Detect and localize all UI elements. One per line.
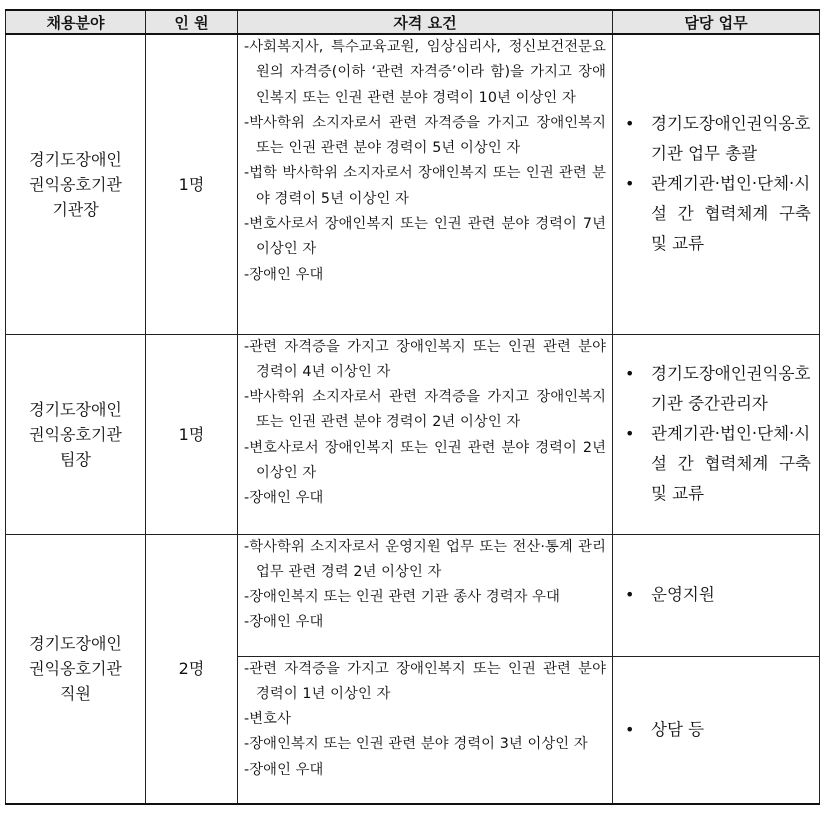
field-label: 경기도장애인 권익옹호기관 팀장 (29, 399, 122, 469)
header-duties: 담당 업무 (613, 10, 820, 34)
duties-cell (613, 34, 820, 334)
duty-item: • 관계기관·법인·단체·시설 간 협력체계 구축 및 교류 (621, 419, 811, 509)
requirements-cell (238, 34, 613, 334)
count-cell: 1명 (146, 34, 238, 334)
requirements-cell (238, 534, 613, 656)
field-label: 경기도장애인 권익옹호기관 직원 (29, 634, 122, 704)
duties-list (621, 359, 811, 509)
table-row (6, 534, 820, 656)
requirement-item: -장애인 우대 (244, 614, 324, 631)
count-cell: 2명 (146, 534, 238, 804)
bullet-icon: • (625, 364, 635, 383)
bullet-icon: • (625, 174, 635, 194)
recruitment-table (5, 9, 820, 805)
requirement-item: -장애인 우대 (244, 490, 324, 507)
duties-cell (613, 334, 820, 534)
duty-item: • 운영지원 (621, 580, 811, 610)
header-field: 채용분야 (6, 10, 146, 34)
requirement-item: -장애인 우대 (244, 266, 324, 283)
requirement-item: -변호사로서 장애인복지 또는 인권 관련 분야 경력이 7년 이상인 자 (244, 216, 606, 258)
requirement-item: -장애인 우대 (244, 761, 324, 778)
bullet-icon: • (625, 585, 635, 604)
requirement-item: -장애인복지 또는 인권 관련 분야 경력이 3년 이상인 자 (244, 736, 588, 753)
field-label: 경기도장애인 권익옹호기관 기관장 (29, 149, 122, 219)
requirement-item: -변호사 (244, 711, 291, 728)
duties-list (621, 109, 811, 259)
bullet-icon: • (625, 114, 635, 134)
bullet-icon: • (625, 424, 635, 443)
requirement-item: -학사학위 소지자로서 운영지원 업무 또는 전산·통계 관리 업무 관련 경력 2년 이상인 자 (244, 538, 606, 580)
table-row (6, 34, 820, 334)
count-cell: 1명 (146, 334, 238, 534)
bullet-icon: • (625, 719, 635, 739)
requirement-item: -관련 자격증을 가지고 장애인복지 또는 인권 관련 분야 경력이 4년 이상인 자 (244, 338, 606, 380)
header-row (6, 10, 820, 34)
table-row (6, 334, 820, 534)
requirements-cell (238, 334, 613, 534)
requirement-item: -변호사로서 장애인복지 또는 인권 관련 분야 경력이 2년 이상인 자 (244, 439, 606, 481)
duties-cell (613, 534, 820, 656)
duty-item: • 관계기관·법인·단체·시설 간 협력체계 구축 및 교류 (621, 169, 811, 259)
requirement-item: -법학 박사학위 소지자로서 장애인복지 또는 인권 관련 분야 경력이 5년 이상인 자 (244, 165, 606, 207)
duties-list (621, 580, 811, 610)
duty-item: • 경기도장애인권익옹호기관 업무 총괄 (621, 109, 811, 169)
duties-list (621, 715, 811, 745)
field-cell (6, 534, 146, 804)
requirements-cell (238, 656, 613, 804)
field-cell (6, 34, 146, 334)
requirement-item: -박사학위 소지자로서 관련 자격증을 가지고 장애인복지 또는 인권 관련 분야 경력이 5년 이상인 자 (244, 114, 606, 157)
field-cell (6, 334, 146, 534)
duty-item: • 경기도장애인권익옹호기관 중간관리자 (621, 359, 811, 419)
requirement-item: -사회복지사, 특수교육교원, 임상심리사, 정신보건전문요원의 자격증(이하 ‘관련 자격증’이라 함)을 가지고 장애인복지 또는 인권 관련 분야 경력이 10년 이상인 자 (244, 39, 606, 106)
requirement-item: -장애인복지 또는 인권 관련 기관 종사 경력자 우대 (244, 589, 560, 606)
header-requirements: 자격 요건 (238, 10, 613, 34)
duties-cell (613, 656, 820, 804)
requirement-item: -관련 자격증을 가지고 장애인복지 또는 인권 관련 분야 경력이 1년 이상인 자 (244, 660, 606, 702)
requirement-item: -박사학위 소지자로서 관련 자격증을 가지고 장애인복지 또는 인권 관련 분야 경력이 2년 이상인 자 (244, 389, 606, 431)
duty-item: • 상담 등 (621, 715, 811, 745)
header-count: 인 원 (146, 10, 238, 34)
